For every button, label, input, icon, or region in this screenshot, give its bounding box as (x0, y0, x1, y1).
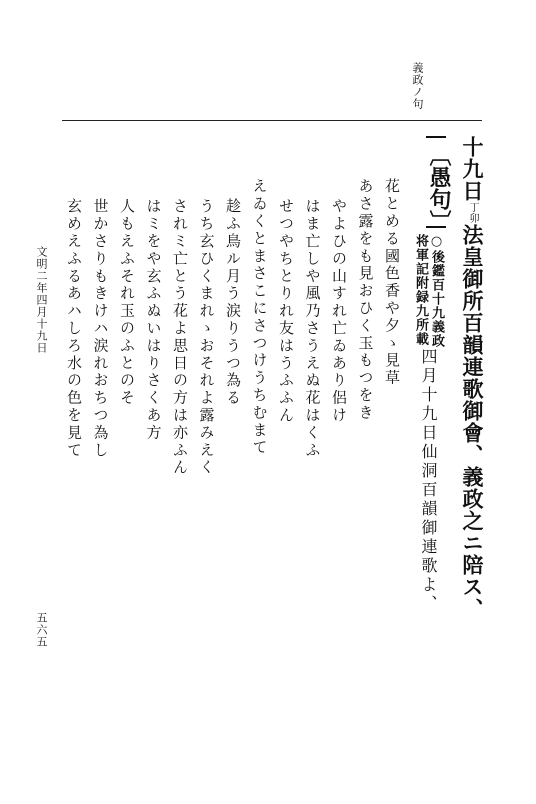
heading-text: 法皇御所百韻連歌御會、義政之ニ陪ス、 (460, 224, 485, 620)
source-note-line-1: ○後鑑百十九義政 (429, 234, 444, 348)
poem-line: えゐくとまさこにさつけうちむまて (250, 178, 269, 457)
heading-day: 十九日 (460, 136, 485, 202)
poem-line: うち玄ひくまれゝおそれよ露みえく (197, 198, 216, 477)
heading-day-note: 丁卯 (467, 202, 478, 224)
poem-line: されミ亡とう花よ思日の方は亦ふん (171, 198, 189, 477)
header-rule (62, 120, 482, 121)
poem-line: あさ露をも見おひく玉もつをき (356, 178, 375, 422)
poem-line: 玄めえふるあハしろ水の色を見て (65, 198, 83, 459)
poem-line: 趁ふ鳥ル月う涙りうつ為る (224, 198, 242, 407)
poem-line: はま亡しや風乃さうえぬ花はくふ (303, 198, 322, 459)
entry-heading (462, 136, 483, 620)
poem-line: 人もえふそれ玉のふとのそ (118, 198, 136, 407)
poem-line: やよひの山すれ亡ゐあり侶け (330, 198, 348, 425)
entry-label: 〔愚句〕 (426, 144, 452, 232)
source-note-line-2: 将軍記附録九所載 (413, 234, 428, 346)
running-header: 義政ノ句 (411, 62, 424, 110)
page-number: 五六五 (35, 612, 48, 648)
document-date: 文明二年四月十九日 (35, 246, 48, 354)
poem-line: 世かさりもきけハ涙れおちつ為し (91, 198, 110, 459)
poem-line: 花とめる國色香や夕ゝ見草 (383, 178, 401, 387)
heading-continuation: 四月十九日仙洞百韻御連歌よ、 (419, 348, 438, 614)
poem-line: せつやちとりれ友はうふふん (277, 198, 295, 425)
poem-line: はミをや玄ふぬいはりさくあ方 (144, 198, 163, 442)
